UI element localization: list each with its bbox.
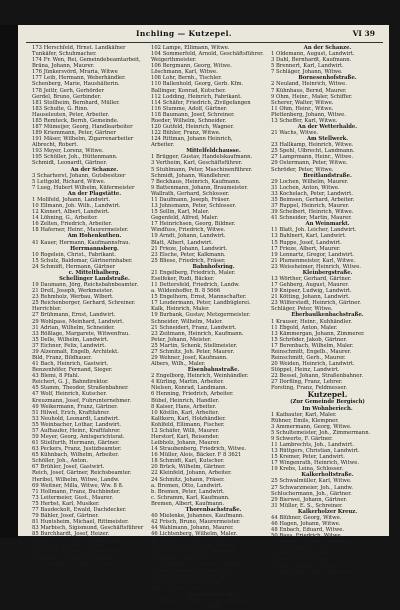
directory-entry: 100 Buchberg, Johann, Landwirt. xyxy=(32,561,121,568)
directory-entry: 23 Weissheimer, Heinrich, Witwe. xyxy=(271,263,361,270)
street-heading: 1929 xyxy=(206,604,221,610)
directory-entry: Schläger, Peter, Witwe. xyxy=(271,306,333,313)
street-heading: Bornesenhofstraße. xyxy=(298,75,357,82)
directory-page xyxy=(18,25,389,610)
directory-entry: Ballinger, Konrad, Kutscher. xyxy=(151,87,226,94)
directory-entry: 35 Beimsen, Gerhard, Arbeiter. xyxy=(271,196,355,203)
directory-entry: 104 Sommerfeld, Arnold, Geschäftsführer. xyxy=(151,51,264,58)
directory-entry: Leibholz, Johann, Maurer. xyxy=(151,440,220,447)
directory-entry: 7 Beckhaus, Heinrich, Kaufmann. xyxy=(151,178,241,185)
directory-entry: Reinschmitt, Engelb., Maurer. xyxy=(271,348,352,355)
directory-entry: 5 Stuhlmann, Peter, Maschinenführer. xyxy=(151,166,253,173)
directory-entry: Schmidt, Johann, Wandlehrer. xyxy=(151,172,231,179)
directory-entry: 20 Brück, Wilhelm, Gärtner. xyxy=(151,464,226,471)
directory-entry: 40 Mielenke, Johannes, Kaufmann. xyxy=(151,513,244,520)
directory-entry: b. Bremen, Peter, Landwirt. xyxy=(151,488,225,495)
directory-entry: 3 Ammermann, Georg, Witwe. xyxy=(271,423,352,430)
directory-entry: c. Schramm, Karl, Kaufmann. xyxy=(151,494,230,501)
directory-entry: 124 Rittman, Johann Heinrich, xyxy=(151,136,233,143)
directory-entry: 79 Bähler, Josef, Gärtner. xyxy=(32,513,99,520)
directory-entry: 3 Scharhorst, Johann, Gutsbesitzer xyxy=(32,172,126,179)
directory-entry: Kalk, Heinrich, Maler. xyxy=(151,306,210,313)
directory-entry: Albers, Wilh., Maler. xyxy=(151,361,206,368)
directory-entry: 41 Schneider, Martin, Maurer. xyxy=(271,215,352,222)
directory-entry: 7 Lueg, Hubert Wilhelm, Küfermeister xyxy=(32,184,135,191)
directory-entry: 27 Schwarzmeier, Joh., Landw. xyxy=(271,484,353,491)
directory-entry: 17 Gehberg, August, Maurer. xyxy=(271,282,349,289)
directory-entry: 1 Krauser, Heinr., Kuhhändler. xyxy=(271,318,352,325)
street-heading: Im Wohnberiech. xyxy=(302,405,353,412)
page-title: Inchling — Kutzepel. xyxy=(136,29,232,38)
directory-entry: 195 Schüller, Joh., Hüttenmann. xyxy=(32,154,118,161)
directory-entry: 15 Kremer, Peter, Landwirt. xyxy=(271,454,345,461)
directory-entry: 87 Hinterroth, Karl, Rottenführer. xyxy=(32,537,123,544)
column-1 xyxy=(32,45,157,568)
street-heading: (Zur Gemeinde Bergisch) xyxy=(290,399,365,406)
directory-entry: Gegenfeld, Alfred, Maler. xyxy=(151,215,219,222)
street-heading: Kutzepel. xyxy=(307,390,348,400)
directory-entry: 39 Alzenmalt, Engelb, Architekt. xyxy=(32,348,119,355)
directory-entry: 21 Schneidert, Franz, Landwirt. xyxy=(151,324,237,331)
directory-entry: 83 Marbisch, Sigismund, Geschäftsführer xyxy=(32,525,144,532)
directory-entry: 52 Höheldorf, August, Fabrikant. xyxy=(151,549,239,556)
directory-entry: 29 Ostermann, Peter, Witwe. xyxy=(271,160,348,167)
directory-entry: 2 Neuland, Heinrich, Witwe. xyxy=(271,81,347,88)
directory-entry: 19 Lennartz, Gregor, Landwirt. xyxy=(271,251,354,258)
directory-entry: 173 Herschfeld, Hrnst. Landkäfner xyxy=(32,45,126,51)
directory-entry: 41 Bach, Heinrich, Gastwirt. xyxy=(32,361,109,368)
street-heading: Kalkerholtstraße. xyxy=(301,472,354,479)
directory-entry: Reichert, G. J., Bahndirektor. xyxy=(32,379,109,386)
directory-entry: 60 Möllbering, Karl, Oberarzt. xyxy=(151,573,233,580)
directory-entry: Stöppel, Heinz, Landwirt. xyxy=(271,367,340,374)
binding-gutter xyxy=(0,25,18,538)
directory-entry: 19 Krebs, Leina, Schlosser. xyxy=(271,466,344,473)
directory-entry: Herstorf, Karl, Reisender. xyxy=(151,434,220,440)
directory-entry: 11 Blatt, Joh. Leicher, Landwirt. xyxy=(271,227,357,234)
column-3 xyxy=(271,45,384,576)
directory-entry: Gerdel, Bruno, Gerbinder. xyxy=(32,93,102,100)
directory-entry: 7 Kühnhaus, Bernd, Maurer. xyxy=(271,87,347,94)
directory-entry: 41 Kauer, Hermann, Kaufmannsfrau. xyxy=(32,239,131,246)
directory-entry: Rühner, Emils, Klempner. xyxy=(271,417,339,424)
directory-entry: 1 Oldemann, August, Landwirt. xyxy=(271,51,355,58)
directory-entry: 13 Kämmergan, Johann, Zimmerer. xyxy=(271,330,365,337)
directory-entry: 13 Bahlnert, Karl, Landwirt. xyxy=(271,233,347,240)
street-heading: Vorbauerstraße. xyxy=(189,592,238,599)
directory-entry: 102 Lampe, Ellimann, Witwe. xyxy=(151,45,230,51)
directory-entry: 1 Kaibauter, Karl, Maler. xyxy=(271,411,337,418)
directory-entry: 15 Schulz, Baldomar, Gärtnerinhaber. xyxy=(32,257,133,264)
directory-entry: Rathmann, Johann, Kaufmann. xyxy=(32,555,114,562)
directory-entry: 112 Lodding, Heinrich, Fabrikant. xyxy=(151,93,242,100)
directory-entry: 39 Scheibert, Heinrich, Witwe. xyxy=(271,209,354,216)
directory-entry: Schöller, Joh., Anton. xyxy=(32,458,88,465)
directory-entry: 33 Rößlage, Margarete, Witwenfrau. xyxy=(32,330,130,337)
directory-entry: 17 Frieze, Albert, Maurer. xyxy=(271,245,341,252)
directory-entry: 13 Scheffer, Karl, Witwe. xyxy=(271,117,338,124)
directory-entry: 13 Johnsmann, Peter, Schlosser. xyxy=(151,203,237,210)
street-heading: c. Mittelthalberg. xyxy=(68,269,121,276)
directory-entry: 18 Schmidt, Karl, Kutscher. xyxy=(151,458,225,465)
directory-entry: 58 Ankhövensfeld, Konrad, Wirt. xyxy=(151,567,238,574)
street-heading: An der Schanze. xyxy=(70,166,119,173)
directory-entry: 29 Lochen, Wilhelm, Maurer. xyxy=(271,178,349,185)
directory-entry: 55 Weinbacher, Lothar, Landwirt. xyxy=(32,421,122,428)
directory-entry: 15 Engelhorn, Ernst, Mannschafter. xyxy=(151,294,247,301)
page-header xyxy=(18,29,389,41)
directory-entry: 22 Kleinfeld, Johann, Arbeiter. xyxy=(151,470,232,477)
directory-entry: Jaus, Paul, Architekt, Bahnmeister. xyxy=(32,549,125,556)
directory-entry: 15 Schröder, Jakob, Gärtner. xyxy=(271,336,347,343)
directory-entry: 27 Schmitz, Joh. Peter, Maurer. xyxy=(151,348,235,355)
directory-entry: 185 Remteck, Bernh, Gemeinde. xyxy=(32,117,119,124)
directory-entry: 19 Daumann, Jörg, Reichsbahnbeamter. xyxy=(32,282,139,289)
directory-entry: 29 Wehner, Josef, Kaufmann. xyxy=(151,354,228,361)
directory-entry: 47 Wolf, Heinrich, Kutscher. xyxy=(32,391,107,398)
directory-entry: Schröder, Peter, Witwe. xyxy=(271,166,334,173)
directory-entry: 19 Burbank, Gustav, Metzgermeister. xyxy=(151,312,251,319)
directory-entry: 19 Knipser, Ludwig, Landwirt. xyxy=(271,288,352,295)
directory-entry: 37 Eichner, Felix, Landwirt. xyxy=(32,342,106,349)
directory-entry: 122 Bühler, Franz, Witwe. xyxy=(151,130,221,137)
directory-entry: Reinschmitt, Gerh., Maurer. xyxy=(271,354,346,361)
directory-entry: 53 Neuhold, Leonardt, Landwirt. xyxy=(32,415,120,422)
directory-entry: Reich, Josef, Gärtner, Reichsbeamter. xyxy=(32,470,132,477)
directory-entry: 8 Kaiser, Hans, Arbeiter. xyxy=(151,403,217,410)
header-rule xyxy=(26,42,383,43)
directory-entry: 191 Mäser, Wilhelm, Zigarrenarbeiter xyxy=(32,136,134,143)
street-heading: Thorenbachstraße. xyxy=(185,506,242,513)
directory-entry: 75 Herbst, Karl, Musiker. xyxy=(32,500,100,507)
directory-entry: 19 Arndt, Johann, Landwirt. xyxy=(151,233,226,240)
directory-entry: 17 Leudermann, Peter, Landbüglerei. xyxy=(151,300,251,307)
street-heading: Am Stellwerk. xyxy=(306,136,349,143)
street-heading: Breitlandstraße. xyxy=(303,172,352,179)
directory-entry: Roeder, Wilhelm, Schneider. xyxy=(151,117,227,124)
directory-entry: 58 Berg, Johann, Witwe. xyxy=(271,563,336,570)
directory-entry: 120 Gutfeld, Heinrich, Wagner. xyxy=(151,124,234,131)
directory-entry: 46 Hagen, Johann, Witwe. xyxy=(271,521,341,528)
street-heading: Kalkerholzer Kreuz. xyxy=(297,508,358,515)
street-heading: Herrmannsberg. xyxy=(70,245,119,252)
directory-entry: 24 Schmidt, Hermann, Gärtner xyxy=(32,263,116,270)
directory-entry: 37 Ruppel, Heinrich, Maurer. xyxy=(271,203,350,210)
directory-entry: 50 Riedelsmann, Anton, Förster. xyxy=(151,543,237,550)
street-heading: Kleinbergstraße. xyxy=(302,269,353,276)
directory-entry: 13 Wörther, Gerhard, Gärtner. xyxy=(271,275,352,282)
directory-entry: 2 Engelborg, Heinrich, Weinhändler. xyxy=(151,373,249,380)
directory-entry: 20 Weiden, Heinrich, Landwirt. xyxy=(271,361,355,368)
directory-entry: 14 Löhning, G., Arbeiter. xyxy=(32,215,98,222)
directory-entry: 48 Wiedera, Gerhard, Maurer. xyxy=(151,537,232,544)
directory-entry: Schneider, Wilhelm, Maler. xyxy=(151,318,223,325)
directory-entry: Kreuzmann, Josef, Fuhrunternehmer. xyxy=(32,397,132,404)
directory-entry: Bild, Franz, Bildhauer. xyxy=(32,354,92,361)
directory-entry: 3 Dahl, Bernhardt, Kaufmann. xyxy=(271,57,352,64)
directory-entry: 52 Krämer, Wilhelm, Kaufmann. xyxy=(271,539,357,546)
directory-entry: 193 Meyer, Lorenz, Witwe. xyxy=(32,148,104,155)
directory-entry: 5 Schultemeister, Joh., Zimmermann. xyxy=(271,429,371,436)
directory-entry: 17 Wingenrath, Heinrich, Witwe. xyxy=(271,460,359,467)
directory-entry: 177 Leib, Hermann, Weberhändler. xyxy=(32,75,126,82)
directory-entry: 1 Brügger, Gustav, Handelskaufmann. xyxy=(151,154,253,161)
directory-entry: 21 Wachs, Witwe. xyxy=(271,130,319,137)
directory-entry: 57 Aufhaufer, Heinr., Kraftfahrer. xyxy=(32,427,121,434)
directory-entry: 29 Wohlpass, Meinhard, Landwirt. xyxy=(32,318,124,325)
directory-entry: 67 Brühler, Josef, Gastwirt. xyxy=(32,464,105,471)
directory-entry: a. Bremen, Otto, Landwirt. xyxy=(151,482,223,489)
column-2 xyxy=(151,45,276,610)
directory-entry: Kohlfeld, Ellimann, Fischer. xyxy=(151,421,225,428)
directory-entry: 106 Bergmann, Georg, Witwe. xyxy=(151,63,232,70)
directory-entry: 21 Kötting, Johann, Landwirt. xyxy=(271,294,350,301)
directory-entry: 187 Mümeijer, Georg, Handlearbeiter xyxy=(32,124,133,131)
directory-entry: Eselfeker, Rudi, Bäcker. xyxy=(151,275,215,282)
directory-entry: Tunkäfer, Schuhmacher. xyxy=(32,51,97,58)
directory-entry: 46 Lichtenberg, Wilhelm, Maler. xyxy=(151,531,238,538)
street-heading: Eisenbahnstraße. xyxy=(187,367,240,374)
directory-entry: 49 Weikermann, Franz, Gärtner. xyxy=(32,403,118,410)
directory-entry: 23 Zeitmann, Heinrich, Kaufmann. xyxy=(151,330,244,337)
directory-entry: 14 Straubenberg, Friedrich, Witwe. xyxy=(151,446,247,453)
directory-entry: a. Wildenhoffer, B. 8 5666 xyxy=(151,288,221,295)
directory-entry: 69 Weitner, Milla, Witwe, Ww. 8 8. xyxy=(32,482,124,489)
directory-entry: 21 Drell, Joseph, Werkmeister. xyxy=(32,288,114,295)
directory-entry: 18 Haferner, Heinr., Maurermeister. xyxy=(32,227,129,234)
directory-entry: 5 Lettgold, Richard, Witwe. xyxy=(32,178,106,185)
directory-entry: 12 Schäfer, Willi, Maurer. xyxy=(151,427,220,434)
directory-entry: 9 Battenmann, Johann, Braumeister. xyxy=(151,184,248,191)
directory-entry: 10 Ellmann, Joh. Wilh., Landwirt. xyxy=(32,203,121,210)
directory-entry: 33 Kochelach, Peter, Landwirt. xyxy=(271,190,353,197)
page-number: VI 39 xyxy=(352,29,375,38)
street-heading: An der Wetterhalde. xyxy=(297,124,358,131)
street-heading: Bahnhofsring. xyxy=(192,263,235,270)
directory-entry: Forsting, Franz, Feldmesser. xyxy=(271,385,348,392)
directory-entry: 16 Müller, Alois, Bäcker. F 8 3621 xyxy=(151,452,242,459)
directory-entry: Herrichter. xyxy=(32,306,62,313)
directory-entry: 6 Henning, Friedrich, Arbeiter. xyxy=(151,391,234,398)
street-heading: An der Schanze. xyxy=(303,45,352,51)
directory-entry: 54 Rübbe, Anna, Witwe. xyxy=(151,555,216,562)
directory-entry: 114 Schäfer, Friedrich, Zivilgefangen xyxy=(151,99,251,106)
directory-entry: 16 Zelten, Friedrich, Arbeiter. xyxy=(32,221,113,228)
directory-entry: 27 Brühmann, Ernst, Landwirt. xyxy=(32,312,116,319)
directory-entry: 59 Meyer, Georg, Amtsgerichtsrat. xyxy=(32,434,125,440)
directory-entry: 11 Lambrechts, Joh., Landwirt. xyxy=(271,442,354,448)
directory-entry: Blatt, Albert, Landwirt. xyxy=(151,239,213,246)
directory-entry: 183 Schulte, G. Rinn. xyxy=(32,105,89,112)
street-heading: Schellinger Landstraße. xyxy=(59,275,130,282)
directory-entry: 29 Bierwei, Johann, Gärtner. xyxy=(271,496,348,503)
directory-entry: 31 Müller, E. S., Schreiner. xyxy=(271,502,343,509)
directory-entry: 116 Stumme, Adolf, Gärtner. xyxy=(151,105,228,112)
directory-entry: 73 Leitermeier, Gust., Maurer. xyxy=(32,494,113,501)
directory-entry: 23 Rehmholz, Werbau, Wlbert. xyxy=(32,294,114,301)
directory-entry: 65 Kühnbach, Wilhelm, Arbeiter. xyxy=(32,452,119,459)
directory-entry: 25 Bliese, Friedrich, Fräser. xyxy=(151,257,226,264)
directory-entry: 174 Fr. Wen, Rei, Gemeindebeamtarbeit, xyxy=(32,57,141,64)
street-heading: An Weinmarkt. xyxy=(305,221,350,228)
directory-entry: 45 Stamm, Theodor, Straßenbahner. xyxy=(32,385,129,392)
directory-entry: Bräna, Johann, Maurer. xyxy=(32,63,95,70)
directory-entry: 9 Ohm, Heinr., Maler, Schiffer. xyxy=(271,93,353,100)
directory-entry: Windfuss, Friedrich, Witwe. xyxy=(151,227,226,234)
directory-entry: 27 Dorfling, Franz, Lehrer. xyxy=(271,379,343,386)
directory-entry: 7 Schläger, Johann, Witwe. xyxy=(271,69,343,76)
directory-entry: 63 Peckers, Franz, Justizbeamter. xyxy=(32,446,122,453)
directory-entry: 51 Hilwel, Erich, Kraftfahrer. xyxy=(32,409,110,416)
directory-entry: 13 Rüttgers, Christian, Landwirt. xyxy=(271,448,360,455)
directory-entry: 5 Brennert, Karl, Landwirt. xyxy=(271,63,344,70)
directory-entry: 61 Stielfurth, Hermann, Gärtner. xyxy=(32,440,120,447)
directory-entry: 10 Rogelein, Christ., Fabrikant. xyxy=(32,251,116,258)
directory-entry: Bremen, Albert, Kaufmann. xyxy=(151,500,225,507)
directory-entry: 27 Lamprmann, Heinr., Witwe. xyxy=(271,154,354,161)
street-heading: Mittelfeldchausse. xyxy=(186,148,241,155)
directory-entry: 31 Adrian, Wilhelm, Schneider. xyxy=(32,324,115,331)
directory-entry: 70 Hohmann, Franz, Schlosser. xyxy=(271,569,355,576)
directory-entry: 56 Tellmann, Ww. Heinz, Kaufmann. xyxy=(151,561,248,568)
directory-entry: Bübel, Heinrich, Handler. xyxy=(151,397,220,404)
directory-entry: 54 Schuhmacher, Albert, Witwe. xyxy=(271,545,358,552)
street-heading: Am Hohenkuthen. xyxy=(67,233,122,240)
directory-entry: 17 Heinrichsen, Georg, Bildner. xyxy=(151,221,236,228)
directory-entry: 11 Daufmann, Joseph, Fräser. xyxy=(151,196,231,203)
directory-entry: 178 Jeitlr, Gerh, Gerhörder xyxy=(32,87,105,94)
directory-entry: 11 Ohm, Heinr., Witwe. xyxy=(271,105,334,112)
directory-entry: 21 Engelberg, Friedrich, Maler. xyxy=(151,269,236,276)
directory-entry: 56 Reiter, Adolf, Witwe. xyxy=(271,551,335,558)
directory-entry: 11 Dettersfeld, Friedrich, Landw. xyxy=(151,282,240,289)
directory-entry: 43 Blemi, 8 Pfahl. xyxy=(32,373,80,380)
directory-entry: 85 Burchhardt, Josef, Heizer. xyxy=(32,531,110,538)
directory-entry: 44 Blühner, Georg, Witwe. xyxy=(271,514,342,521)
directory-entry: 25 Schwalmüller, Karl, Witwe. xyxy=(271,478,352,485)
directory-entry: 15 Sellin, Karl, Maler. xyxy=(151,209,210,216)
directory-entry: Peter, Johann, Meister. xyxy=(151,336,212,343)
directory-entry: 108 Lohr, Bernh., Tischler. xyxy=(151,75,222,82)
directory-entry: Scherer, Walter, Witwe. xyxy=(271,99,334,106)
directory-entry: Wirtz, Johann, Maurer. xyxy=(151,585,212,592)
directory-entry: 25 Reichenberger, Gerhard, Schreiner. xyxy=(32,300,136,307)
street-heading: An der Plagstätte. xyxy=(67,190,122,197)
directory-entry: 48 Enbach, Eduard, Witwe. xyxy=(271,527,344,534)
directory-entry: 25 Spehl, Ulbrecht, Landmann. xyxy=(271,148,355,155)
directory-entry: Nielsen, Konrad, Landmann. xyxy=(151,385,228,392)
directory-entry: 118 Baumann, Josef, Schreiner. xyxy=(151,111,235,118)
directory-entry: 15 Ruppe, Josef, Landwirt. xyxy=(271,239,342,246)
directory-entry: Möller, Daniel, Witwe. xyxy=(271,557,331,564)
directory-entry: 189 Kriemmann, Peter, Gärtner xyxy=(32,130,116,137)
directory-entry: Benzenhöfer, Fernand, Sieger. xyxy=(32,367,113,374)
directory-entry: 21 Eckhard, Engelb., Geschäftsführer. xyxy=(151,598,253,605)
directory-entry: 176 Jünkersvörd, Mraria, Witwe xyxy=(32,69,118,76)
directory-entry: 44 Wahlmann, Johann, Maurer. xyxy=(151,525,234,532)
directory-entry: 23 Hallkamp, Heinrich, Witwe. xyxy=(271,142,354,149)
directory-entry: Heribel, Wilhelm, Witwe, Landw. xyxy=(32,476,120,483)
directory-entry: Wallrath, Gerhard, Schlosser. xyxy=(151,190,230,197)
directory-entry: 50 Baus, Friedrich, Witwe. xyxy=(271,533,343,540)
directory-entry: 1 Mollfeld, Johann, Landwirt. xyxy=(32,196,111,203)
directory-entry: Albrecht, Robert. xyxy=(32,142,79,149)
directory-entry: 24 Schmitz, Johann, Fräser. xyxy=(151,476,225,483)
directory-entry: 21 Plumenmeister, Karl, Witwe. xyxy=(271,257,356,264)
directory-entry: 89 Jürgen, Johann, Gärtner. xyxy=(32,543,106,550)
directory-entry: 42 Frisch, Bruno, Maurermeister. xyxy=(151,519,241,526)
street-heading: Eberbaulkenbachstraße. xyxy=(291,312,364,319)
directory-entry: Löschmann, Karl, Witwe. xyxy=(151,69,218,76)
directory-entry: 4 Kürling, Martin, Arbeiter. xyxy=(151,379,224,386)
directory-entry: Voelkel, Heinrich, Gärtner. xyxy=(151,579,223,586)
directory-entry: 77 Baudeckolt, Ewald, Dachdecker. xyxy=(32,506,127,513)
directory-entry: Plettenberg, Johann, Witwe. xyxy=(271,111,346,118)
directory-entry: Weigerthmeister. xyxy=(151,57,197,64)
directory-entry: 17 Berenbach, Wilhelm, Maler. xyxy=(271,342,354,349)
directory-entry: Schmidt, Leonardt, Gärtner. xyxy=(32,160,107,167)
directory-entry: 25 Martin, Schenk, Stellmeister. xyxy=(151,342,238,349)
directory-entry: 181 Stollheim, Bernhard, Müller. xyxy=(32,99,120,106)
directory-entry: 23 Wilferstedt, Heinrich, Gärtner. xyxy=(271,300,361,307)
directory-entry: 11 Ebgold, Anton, Maler. xyxy=(271,324,338,331)
directory-entry: 81 Huntsheim, Michael, Rittmeister. xyxy=(32,519,129,526)
directory-entry: Hauseleuten, Peter, Arbeiter. xyxy=(32,111,110,118)
directory-entry: 12 Kinnert, Albert, Landwirt. xyxy=(32,209,110,216)
directory-entry: 9 Schwerte, F. Gärtner. xyxy=(271,435,333,442)
directory-entry: 71 Hollmann, Franz, Buchbinder. xyxy=(32,488,121,495)
directory-entry: 21 Frieze, Johann, Landwirt. xyxy=(151,245,228,252)
directory-entry: 35 Delle, Wilhelm, Landwirt. xyxy=(32,336,109,343)
directory-entry: 23 Elsche, Peter, Kalkmann. xyxy=(151,251,226,258)
directory-entry: Schenberg, Marie, Haushälterin. xyxy=(32,81,120,88)
directory-entry: 31 Lochen, Anton, Witwe. xyxy=(271,184,340,191)
directory-entry: Arbeiter. xyxy=(151,142,175,149)
directory-entry: 110 Ballenhold, Georg, Gerb. Kfm. xyxy=(151,81,244,88)
directory-entry: 10 Köstlin, Karl, Arbeiter. xyxy=(151,409,220,416)
directory-entry: Kaltkorn, Karl, Holzhändler. xyxy=(151,415,226,422)
directory-entry: 3 Vertheim, Karl, Geschäftsführer. xyxy=(151,160,243,167)
directory-entry: 22 Bessel, Johann, Straßenbahner. xyxy=(271,373,364,380)
directory-entry: Schluchermann, Joh., Gärtner. xyxy=(271,490,352,497)
